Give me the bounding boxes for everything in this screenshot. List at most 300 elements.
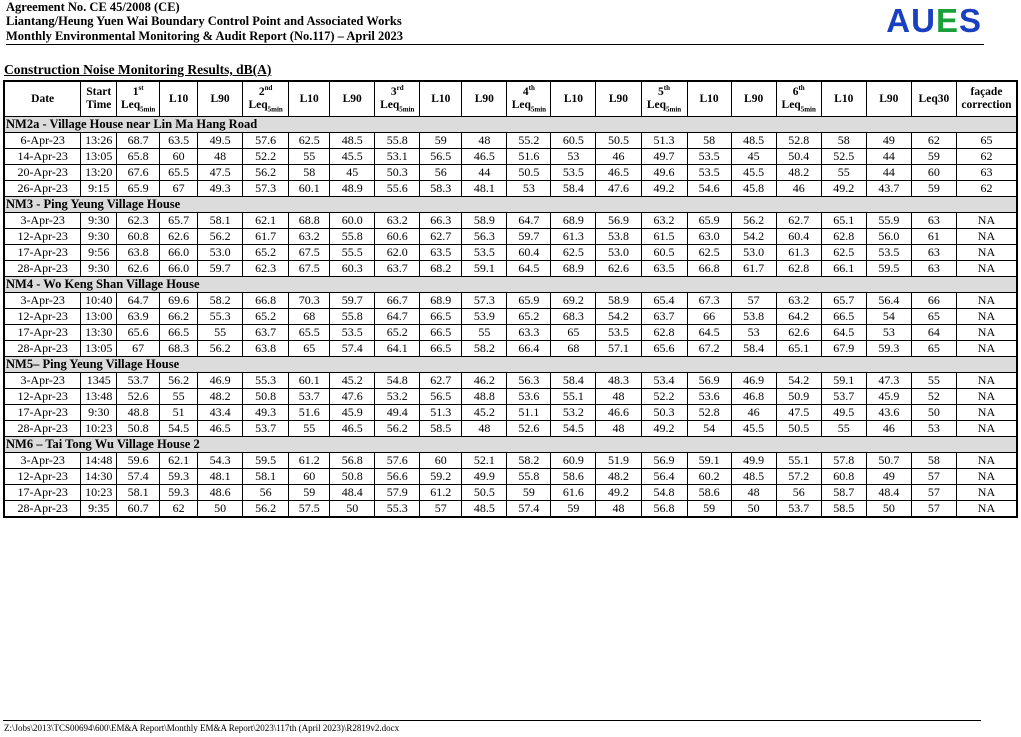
value-cell: NA (956, 325, 1017, 341)
value-cell: 57.2 (776, 469, 821, 485)
value-cell: 53.5 (687, 165, 731, 181)
value-cell: 59.2 (420, 469, 462, 485)
date-cell: 28-Apr-23 (4, 501, 81, 518)
value-cell: 63 (911, 213, 956, 229)
aues-logo (886, 4, 982, 38)
value-cell: 61.2 (289, 453, 330, 469)
value-cell: 68.9 (420, 293, 462, 309)
value-cell: 50.5 (462, 485, 507, 501)
value-cell: 52.5 (821, 149, 866, 165)
value-cell: 62.6 (776, 325, 821, 341)
value-cell: 46 (731, 405, 776, 421)
table-row (4, 373, 1017, 389)
value-cell: 54.8 (375, 373, 420, 389)
value-cell: 56 (420, 165, 462, 181)
value-cell: 54.8 (641, 485, 687, 501)
value-cell: 62.6 (596, 261, 641, 277)
value-cell: 58.1 (198, 213, 243, 229)
value-cell: 55.9 (866, 213, 911, 229)
table-row (4, 405, 1017, 421)
value-cell: 58.5 (821, 501, 866, 518)
value-cell: 48.1 (462, 181, 507, 197)
value-cell: 64.5 (507, 261, 551, 277)
value-cell: 56.3 (462, 229, 507, 245)
value-cell: 60 (289, 469, 330, 485)
value-cell: 60.1 (289, 181, 330, 197)
column-header (911, 81, 956, 117)
table-row (4, 165, 1017, 181)
column-ordinal: 1 (132, 85, 139, 98)
value-cell: 51.3 (641, 133, 687, 149)
start-time-cell: 13:20 (81, 165, 117, 181)
value-cell: 46.5 (198, 421, 243, 437)
value-cell: 60.4 (776, 229, 821, 245)
value-cell: 57.3 (243, 181, 289, 197)
value-cell: 65.1 (821, 213, 866, 229)
value-cell: 69.6 (160, 293, 198, 309)
date-cell: 3-Apr-23 (4, 453, 81, 469)
value-cell: 55.3 (198, 309, 243, 325)
value-cell: 63.8 (117, 245, 160, 261)
value-cell: 50 (330, 501, 375, 518)
date-cell: 17-Apr-23 (4, 485, 81, 501)
value-cell: 65.2 (243, 245, 289, 261)
date-cell: 14-Apr-23 (4, 149, 81, 165)
value-cell: 48.2 (776, 165, 821, 181)
value-cell: 58.2 (198, 293, 243, 309)
value-cell: 58.4 (551, 373, 596, 389)
value-cell: 63.5 (641, 261, 687, 277)
value-cell: 50 (866, 501, 911, 518)
value-cell: 55.3 (243, 373, 289, 389)
value-cell: 47.5 (198, 165, 243, 181)
value-cell: NA (956, 245, 1017, 261)
value-cell: 53 (507, 181, 551, 197)
station-group-row (4, 277, 1017, 293)
date-cell: 28-Apr-23 (4, 261, 81, 277)
value-cell: 48 (462, 421, 507, 437)
value-cell: 66 (911, 293, 956, 309)
date-cell: 28-Apr-23 (4, 341, 81, 357)
value-cell: 64.5 (687, 325, 731, 341)
value-cell: 49.9 (731, 453, 776, 469)
value-cell: 49.5 (821, 405, 866, 421)
value-cell: NA (956, 421, 1017, 437)
column-header (821, 81, 866, 117)
value-cell: 53.8 (596, 229, 641, 245)
date-cell: 3-Apr-23 (4, 293, 81, 309)
value-cell: 62.5 (821, 245, 866, 261)
value-cell: 49 (866, 469, 911, 485)
column-header (507, 81, 551, 117)
value-cell: 50 (198, 501, 243, 518)
value-cell: 62.1 (160, 453, 198, 469)
value-cell: 60 (911, 165, 956, 181)
value-cell: NA (956, 405, 1017, 421)
column-label: Leq (248, 98, 268, 111)
station-name: NM4 - Wo Keng Shan Village House (4, 277, 1017, 293)
column-header (596, 81, 641, 117)
value-cell: 53 (551, 149, 596, 165)
value-cell: 53 (866, 325, 911, 341)
value-cell: 57.6 (243, 133, 289, 149)
value-cell: 57.4 (117, 469, 160, 485)
value-cell: 66.4 (507, 341, 551, 357)
value-cell: 68.7 (117, 133, 160, 149)
value-cell: 53.7 (117, 373, 160, 389)
column-label: Leq (380, 98, 400, 111)
value-cell: 64.2 (776, 309, 821, 325)
value-cell: 65.2 (243, 309, 289, 325)
value-cell: 60.5 (551, 133, 596, 149)
value-cell: 65 (911, 309, 956, 325)
value-cell: 53.5 (462, 245, 507, 261)
value-cell: 61.3 (776, 245, 821, 261)
value-cell: 57.4 (330, 341, 375, 357)
column-label: L10 (699, 92, 719, 105)
value-cell: 65.8 (117, 149, 160, 165)
value-cell: 50.8 (243, 389, 289, 405)
value-cell: 66.5 (420, 325, 462, 341)
value-cell: 63.5 (420, 245, 462, 261)
logo-part: S (958, 2, 982, 39)
value-cell: 66.7 (375, 293, 420, 309)
value-cell: 50 (731, 501, 776, 518)
column-label: Leq (511, 98, 531, 111)
value-cell: 63.2 (776, 293, 821, 309)
value-cell: 61.2 (420, 485, 462, 501)
value-cell: NA (956, 485, 1017, 501)
value-cell: 43.6 (866, 405, 911, 421)
date-cell: 17-Apr-23 (4, 245, 81, 261)
value-cell: 63.7 (641, 309, 687, 325)
value-cell: 48 (596, 501, 641, 518)
start-time-cell: 9:15 (81, 181, 117, 197)
value-cell: 53.7 (243, 421, 289, 437)
value-cell: 48 (462, 133, 507, 149)
start-time-cell: 10:40 (81, 293, 117, 309)
value-cell: 53.1 (375, 149, 420, 165)
value-cell: 61.6 (551, 485, 596, 501)
value-cell: 62.8 (641, 325, 687, 341)
table-header-row (4, 81, 1017, 117)
value-cell: 58.2 (507, 453, 551, 469)
value-cell: 62.3 (117, 213, 160, 229)
value-cell: 59.7 (198, 261, 243, 277)
station-group-row (4, 117, 1017, 133)
value-cell: 60.3 (330, 261, 375, 277)
value-cell: 55.2 (507, 133, 551, 149)
value-cell: 69.2 (551, 293, 596, 309)
table-row (4, 485, 1017, 501)
value-cell: 56 (243, 485, 289, 501)
start-time-cell: 10:23 (81, 485, 117, 501)
value-cell: 49.2 (596, 485, 641, 501)
value-cell: 48.8 (462, 389, 507, 405)
section-title-text: Construction Noise Monitoring Results, dB(A) (4, 62, 272, 77)
value-cell: 54 (687, 421, 731, 437)
date-cell: 17-Apr-23 (4, 405, 81, 421)
value-cell: 49 (866, 133, 911, 149)
column-label: Leq (646, 98, 667, 111)
date-cell: 6-Apr-23 (4, 133, 81, 149)
report-title: Monthly Environmental Monitoring & Audit Report (No.117) – April 2023 (6, 29, 404, 43)
table-row (4, 133, 1017, 149)
station-group-row (4, 357, 1017, 373)
value-cell: 66.5 (160, 325, 198, 341)
value-cell: 59.1 (687, 453, 731, 469)
station-group-row (4, 197, 1017, 213)
table-row (4, 341, 1017, 357)
value-cell: 49.2 (641, 421, 687, 437)
column-header (687, 81, 731, 117)
value-cell: 49.3 (243, 405, 289, 421)
date-cell: 17-Apr-23 (4, 325, 81, 341)
value-cell: 48.5 (731, 469, 776, 485)
value-cell: 68.9 (551, 213, 596, 229)
value-cell: 52.1 (462, 453, 507, 469)
value-cell: 63 (911, 261, 956, 277)
value-cell: 49.3 (198, 181, 243, 197)
column-header (198, 81, 243, 117)
value-cell: 65.5 (289, 325, 330, 341)
value-cell: 59 (507, 485, 551, 501)
value-cell: 44 (866, 165, 911, 181)
value-cell: 63.7 (375, 261, 420, 277)
station-name: NM3 - Ping Yeung Village House (4, 197, 1017, 213)
value-cell: 56.2 (198, 229, 243, 245)
value-cell: 60.5 (641, 245, 687, 261)
value-cell: 55 (821, 421, 866, 437)
value-cell: 60.4 (507, 245, 551, 261)
value-cell: 62 (160, 501, 198, 518)
value-cell: 45.2 (330, 373, 375, 389)
table-row (4, 389, 1017, 405)
value-cell: NA (956, 229, 1017, 245)
value-cell: 53.8 (731, 309, 776, 325)
value-cell: NA (956, 453, 1017, 469)
value-cell: 62.6 (117, 261, 160, 277)
value-cell: 56.3 (507, 373, 551, 389)
column-header (160, 81, 198, 117)
value-cell: 58 (821, 133, 866, 149)
value-cell: 66.5 (821, 309, 866, 325)
value-cell: 43.4 (198, 405, 243, 421)
value-cell: 63 (956, 165, 1017, 181)
value-cell: 59 (551, 501, 596, 518)
column-label: L10 (563, 92, 583, 105)
start-time-cell: 9:30 (81, 405, 117, 421)
value-cell: 48.2 (596, 469, 641, 485)
value-cell: 51 (160, 405, 198, 421)
value-cell: 53.7 (289, 389, 330, 405)
value-cell: 56.9 (641, 453, 687, 469)
value-cell: 65.4 (641, 293, 687, 309)
value-cell: 53.5 (596, 325, 641, 341)
column-label: L10 (431, 92, 451, 105)
column-header (551, 81, 596, 117)
value-cell: 57.6 (375, 453, 420, 469)
value-cell: 48.5 (731, 133, 776, 149)
value-cell: 68.3 (551, 309, 596, 325)
value-cell: 56.6 (375, 469, 420, 485)
value-cell: 48 (198, 149, 243, 165)
value-cell: 52.8 (687, 405, 731, 421)
value-cell: 62.1 (243, 213, 289, 229)
value-cell: 46.9 (731, 373, 776, 389)
start-time-cell: 13:48 (81, 389, 117, 405)
value-cell: 65.5 (160, 165, 198, 181)
value-cell: 58.1 (243, 469, 289, 485)
value-cell: 68.8 (289, 213, 330, 229)
value-cell: 60.2 (687, 469, 731, 485)
start-time-cell: 1345 (81, 373, 117, 389)
value-cell: 55.1 (551, 389, 596, 405)
value-cell: 45.8 (731, 181, 776, 197)
value-cell: 48.5 (462, 501, 507, 518)
value-cell: 60 (420, 453, 462, 469)
value-cell: 65.2 (507, 309, 551, 325)
value-cell: 52 (911, 389, 956, 405)
value-cell: 52.2 (641, 389, 687, 405)
column-subscript: 5min (800, 105, 816, 114)
table-row (4, 453, 1017, 469)
value-cell: 68.3 (160, 341, 198, 357)
start-time-cell: 9:56 (81, 245, 117, 261)
value-cell: 66.0 (160, 245, 198, 261)
value-cell: 56.2 (731, 213, 776, 229)
value-cell: 49.7 (641, 149, 687, 165)
value-cell: 53.6 (687, 389, 731, 405)
value-cell: 56.9 (687, 373, 731, 389)
value-cell: 61 (911, 229, 956, 245)
value-cell: 65 (956, 133, 1017, 149)
value-cell: 57.3 (462, 293, 507, 309)
value-cell: 58.4 (731, 341, 776, 357)
value-cell: 50.3 (641, 405, 687, 421)
value-cell: 67.3 (687, 293, 731, 309)
value-cell: 65.9 (117, 181, 160, 197)
station-name: NM2a - Village House near Lin Ma Hang Road (4, 117, 1017, 133)
value-cell: 57 (731, 293, 776, 309)
value-cell: 55 (821, 165, 866, 181)
value-cell: 68.2 (420, 261, 462, 277)
column-label: façade (970, 86, 1003, 99)
value-cell: 55 (911, 373, 956, 389)
column-label: Date (31, 92, 55, 105)
value-cell: 53.5 (687, 149, 731, 165)
value-cell: 50.3 (375, 165, 420, 181)
column-label: L90 (744, 92, 764, 105)
value-cell: 56.0 (866, 229, 911, 245)
value-cell: 46.5 (330, 421, 375, 437)
column-ordinal-suffix: th (528, 84, 535, 92)
column-header (866, 81, 911, 117)
value-cell: 56.8 (641, 501, 687, 518)
start-time-cell: 9:30 (81, 229, 117, 245)
value-cell: 59.3 (160, 485, 198, 501)
value-cell: 62.8 (821, 229, 866, 245)
agreement-number: Agreement No. CE 45/2008 (CE) (6, 0, 180, 14)
value-cell: 66.5 (420, 309, 462, 325)
value-cell: 58.1 (117, 485, 160, 501)
value-cell: 67.5 (289, 245, 330, 261)
value-cell: 44 (866, 149, 911, 165)
value-cell: 67 (117, 341, 160, 357)
value-cell: NA (956, 501, 1017, 518)
column-header (776, 81, 821, 117)
value-cell: 59 (911, 149, 956, 165)
column-header (81, 81, 117, 117)
column-ordinal-suffix: th (663, 84, 671, 92)
value-cell: NA (956, 373, 1017, 389)
value-cell: 54.2 (731, 229, 776, 245)
header-divider (6, 44, 984, 45)
start-time-cell: 13:30 (81, 325, 117, 341)
value-cell: 59 (420, 133, 462, 149)
value-cell: 56.2 (375, 421, 420, 437)
value-cell: 55.8 (330, 229, 375, 245)
value-cell: 66.8 (243, 293, 289, 309)
table-row (4, 149, 1017, 165)
file-path-footer: Z:\Jobs\2013\TCS00694\600\EM&A Report\Monthly EM&A Report\2023\117th (April 2023)\R2819v2.docx (4, 723, 400, 733)
column-ordinal: 4 (522, 85, 529, 98)
value-cell: 53.0 (731, 245, 776, 261)
value-cell: 64.1 (375, 341, 420, 357)
value-cell: 56.8 (330, 453, 375, 469)
value-cell: 60 (160, 149, 198, 165)
value-cell: 52.8 (776, 133, 821, 149)
value-cell: 53.7 (821, 389, 866, 405)
value-cell: 58 (289, 165, 330, 181)
value-cell: 62.5 (687, 245, 731, 261)
date-cell: 12-Apr-23 (4, 229, 81, 245)
value-cell: 53 (911, 421, 956, 437)
value-cell: 53.2 (551, 405, 596, 421)
value-cell: 65 (289, 341, 330, 357)
column-label: L10 (299, 92, 319, 105)
value-cell: 50.5 (596, 133, 641, 149)
value-cell: 53.0 (198, 245, 243, 261)
value-cell: NA (956, 213, 1017, 229)
value-cell: 62 (956, 181, 1017, 197)
date-cell: 28-Apr-23 (4, 421, 81, 437)
value-cell: 55.8 (375, 133, 420, 149)
value-cell: 54.2 (776, 373, 821, 389)
value-cell: 63.2 (375, 213, 420, 229)
column-label: L10 (834, 92, 854, 105)
value-cell: 50.4 (776, 149, 821, 165)
value-cell: 62.7 (420, 229, 462, 245)
value-cell: 58.7 (821, 485, 866, 501)
value-cell: 67 (160, 181, 198, 197)
value-cell: 56.2 (243, 165, 289, 181)
column-subscript: 5min (666, 105, 682, 114)
value-cell: 57 (911, 501, 956, 518)
value-cell: 44 (462, 165, 507, 181)
value-cell: 47.6 (596, 181, 641, 197)
value-cell: 62.5 (289, 133, 330, 149)
value-cell: 59 (911, 181, 956, 197)
value-cell: 55 (289, 421, 330, 437)
value-cell: 48.4 (330, 485, 375, 501)
column-label: L90 (474, 92, 494, 105)
column-label: L10 (169, 92, 189, 105)
value-cell: 46.9 (198, 373, 243, 389)
column-header (641, 81, 687, 117)
value-cell: 55.1 (776, 453, 821, 469)
value-cell: 62 (911, 133, 956, 149)
